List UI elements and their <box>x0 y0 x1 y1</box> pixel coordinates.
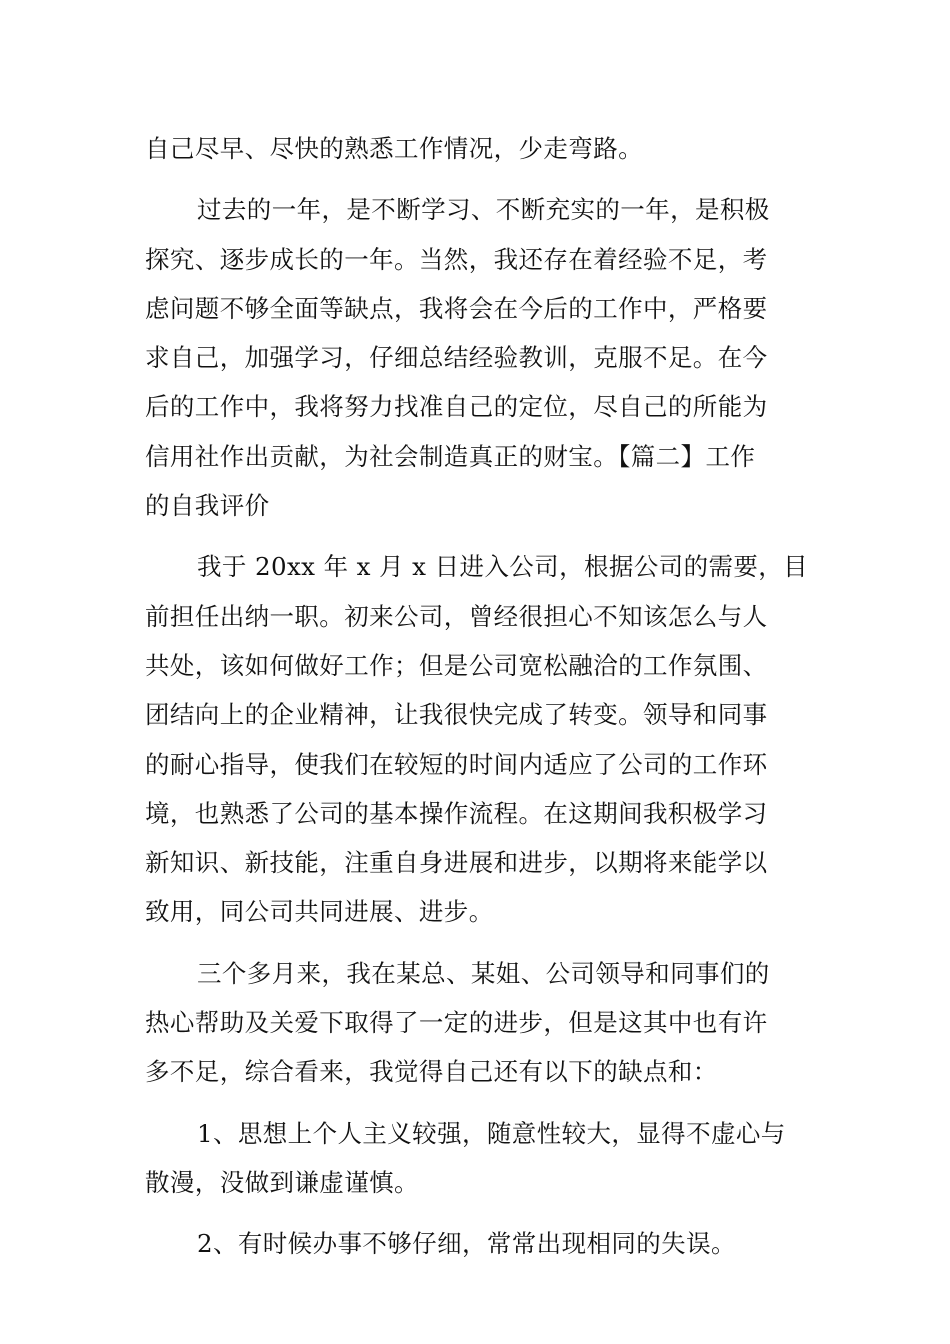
text-line: 2、有时候办事不够仔细，常常出现相同的失误。 <box>197 1229 736 1259</box>
text-line: 致用，同公司共同进展、进步。 <box>145 897 494 927</box>
text-line: 新知识、新技能，注重自身进展和进步，以期将来能学以 <box>145 848 768 878</box>
paragraph-gap <box>145 1097 810 1109</box>
text-line: 求自己，加强学习，仔细总结经验教训，克服不足。在今 <box>145 343 768 373</box>
text-line: 探究、逐步成长的一年。当然，我还存在着经验不足，考 <box>145 244 768 274</box>
text-line: 前担任出纳一职。初来公司，曾经很担心不知该怎么与人 <box>145 601 768 631</box>
text-line: 多不足，综合看来，我觉得自己还有以下的缺点和： <box>145 1057 718 1087</box>
paragraph-gap <box>145 173 810 185</box>
text-line: 的自我评价 <box>145 491 270 521</box>
text-line: 热心帮助及关爱下取得了一定的进步，但是这其中也有许 <box>145 1008 768 1038</box>
text-line: 自己尽早、尽快的熟悉工作情况，少走弯路。 <box>145 134 643 163</box>
paragraph-gap <box>145 530 810 542</box>
text-line: 后的工作中，我将努力找准自己的定位，尽自己的所能为 <box>145 392 768 422</box>
paragraph-gap <box>145 1207 810 1219</box>
text-line: 1、思想上个人主义较强，随意性较大，显得不虚心与 <box>197 1118 786 1148</box>
paragraph-gap <box>145 937 810 949</box>
text-line: 信用社作出贡献，为社会制造真正的财宝。【篇二】工作 <box>145 441 756 471</box>
document-body <box>145 124 810 1269</box>
text-line: 我于 20xx 年 x 月 x 日进入公司，根据公司的需要，目 <box>197 552 809 582</box>
text-line: 过去的一年，是不断学习、不断充实的一年，是积极 <box>197 195 770 225</box>
text-line: 的耐心指导，使我们在较短的时间内适应了公司的工作环 <box>145 749 768 779</box>
text-line: 团结向上的企业精神，让我很快完成了转变。领导和同事 <box>145 700 768 730</box>
text-line: 境，也熟悉了公司的基本操作流程。在这期间我积极学习 <box>145 798 768 828</box>
text-line: 共处，该如何做好工作；但是公司宽松融洽的工作氛围、 <box>145 650 768 680</box>
text-line: 散漫，没做到谦虚谨慎。 <box>145 1167 419 1197</box>
text-line: 三个多月来，我在某总、某姐、公司领导和同事们的 <box>197 958 770 988</box>
text-line: 虑问题不够全面等缺点，我将会在今后的工作中，严格要 <box>145 293 768 323</box>
